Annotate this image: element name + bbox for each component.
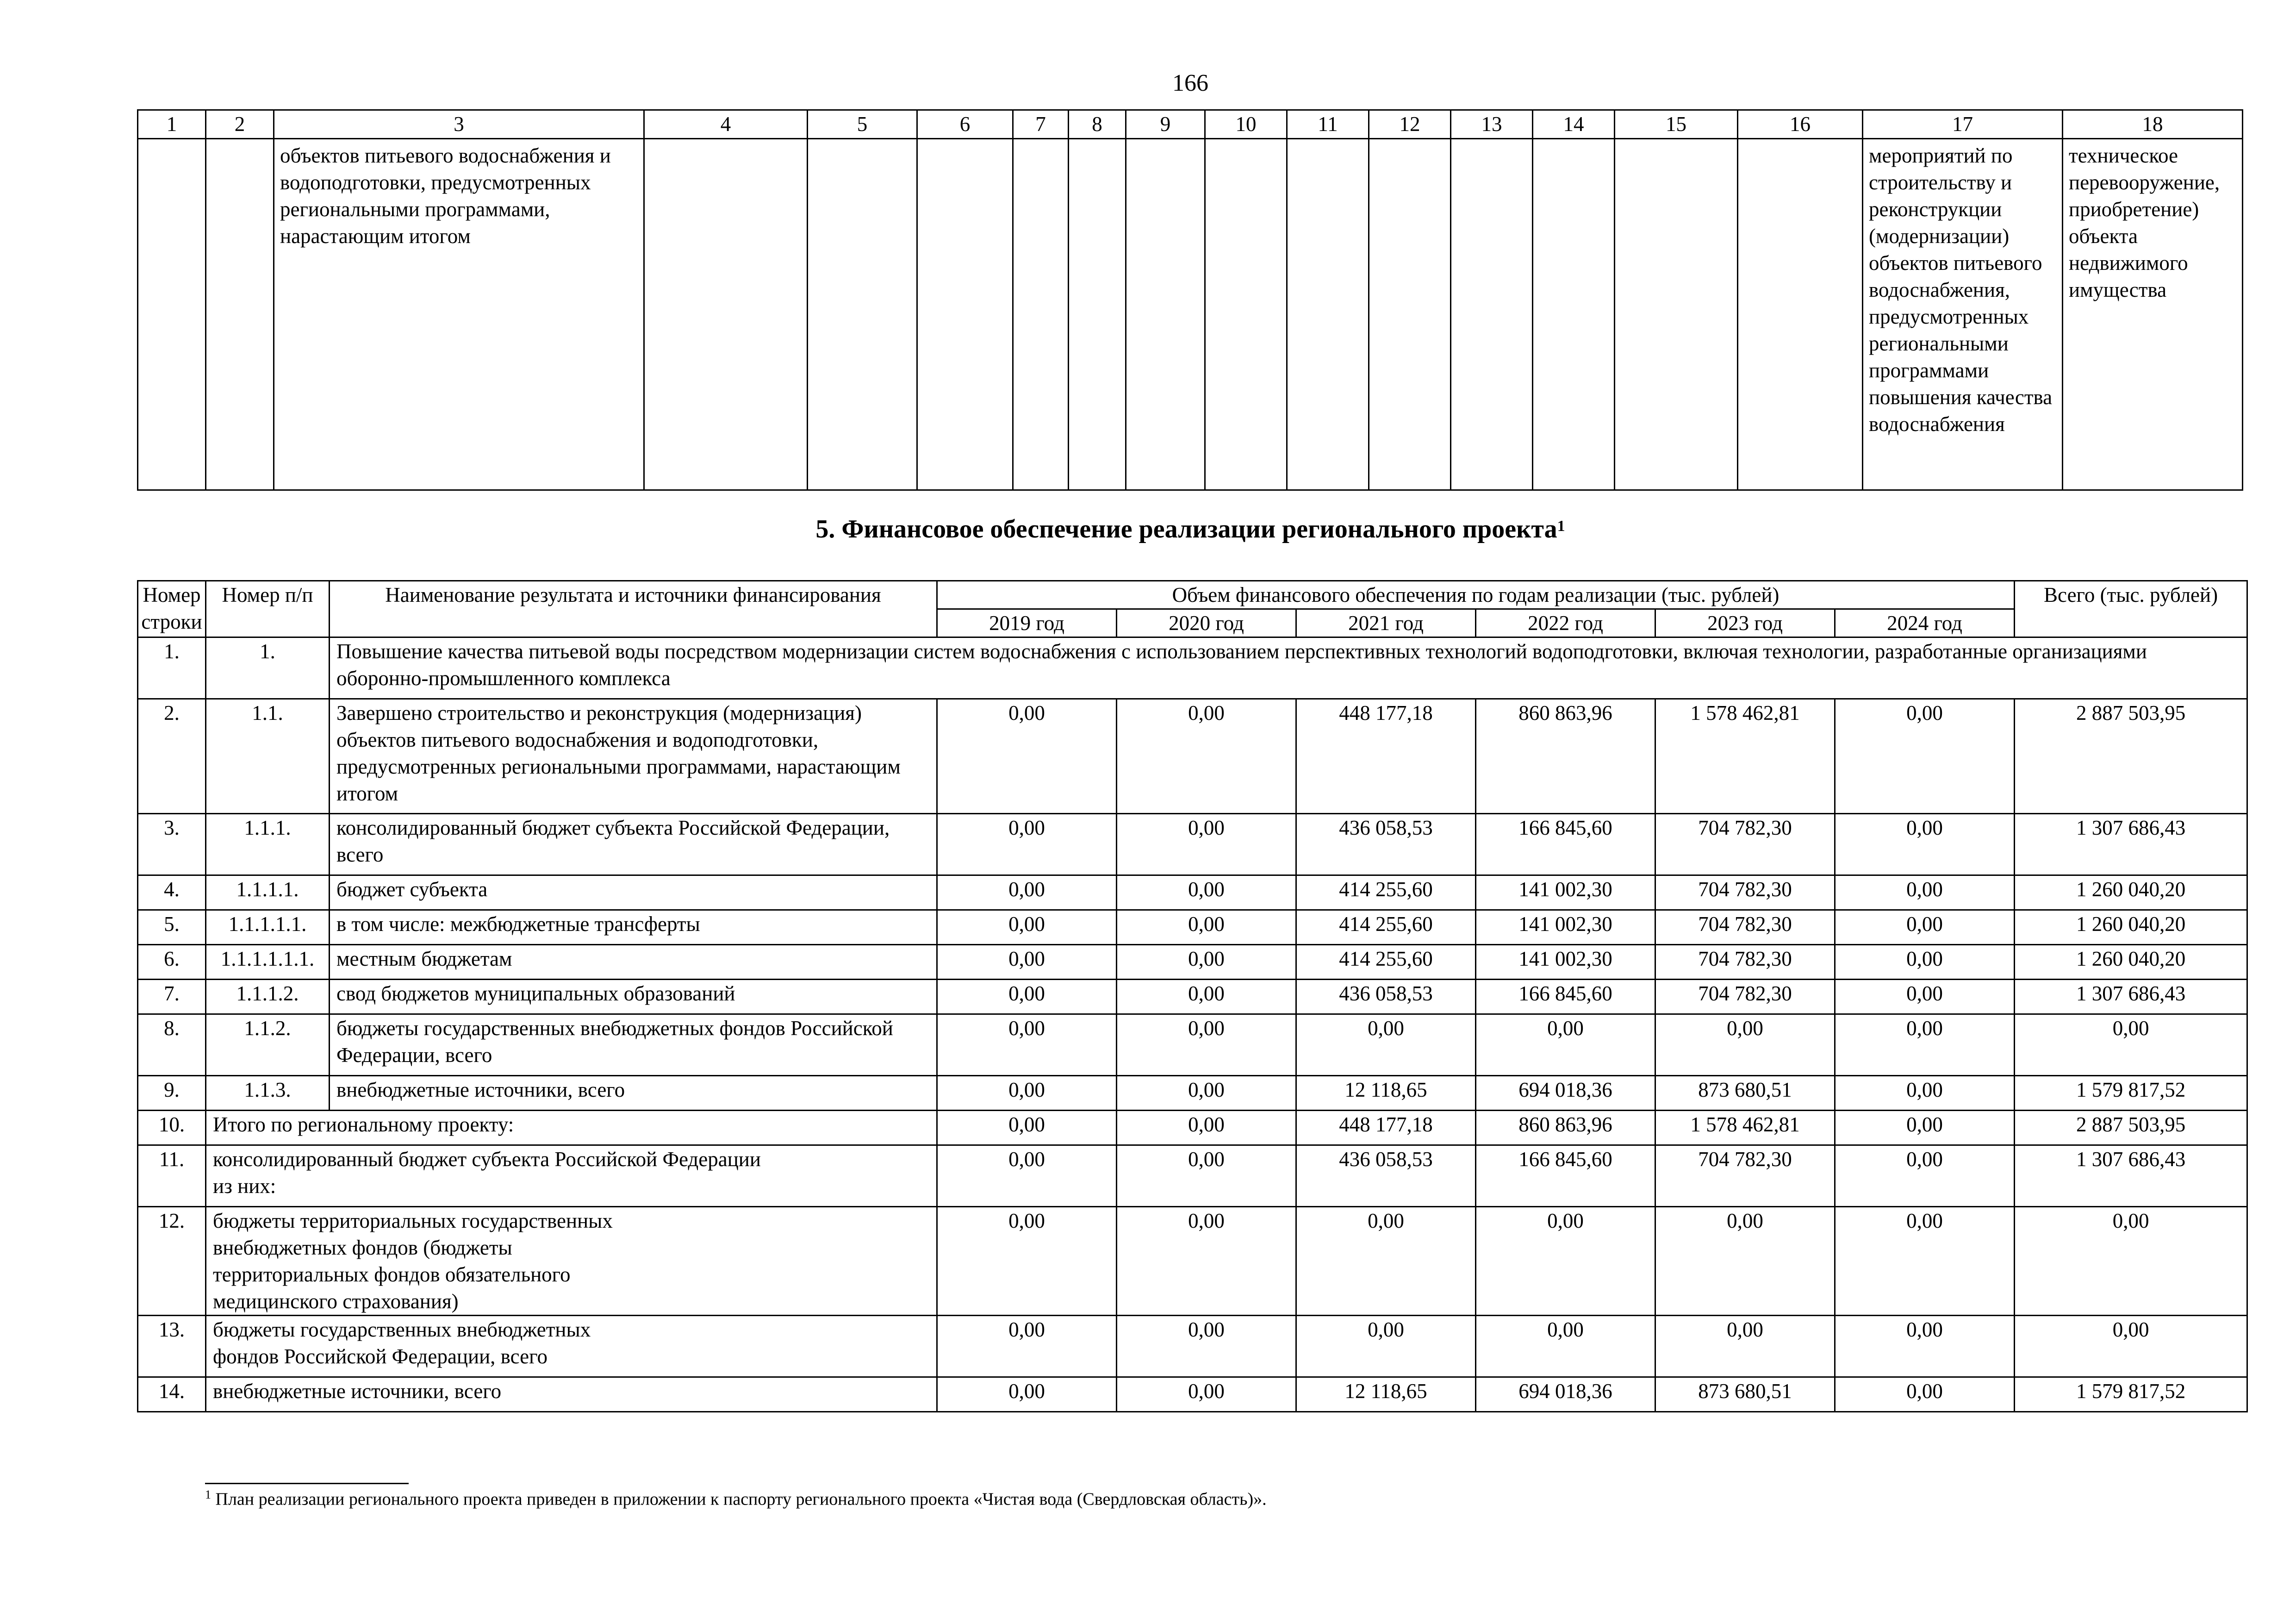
row-number: 9. (138, 1076, 206, 1111)
value-total: 1 579 817,52 (2015, 1377, 2247, 1412)
col-number: 6 (917, 110, 1013, 139)
value-total: 1 260 040,20 (2015, 910, 2247, 945)
value-2021: 0,00 (1296, 1207, 1476, 1316)
value-2020: 0,00 (1117, 1207, 1296, 1316)
value-2022: 0,00 (1476, 1014, 1655, 1076)
table-cell-col3: объектов питьевого водоснабжения и водоподготовки, предусмотренных региональными программами, нарастающим итогом (274, 139, 644, 490)
row-number: 5. (138, 910, 206, 945)
footnote-ref: 1 (1557, 518, 1565, 535)
col-number: 5 (808, 110, 917, 139)
table-row (138, 945, 2247, 980)
col-number: 18 (2063, 110, 2243, 139)
table-cell (644, 139, 808, 490)
value-2019: 0,00 (937, 1207, 1117, 1316)
value-2020: 0,00 (1117, 910, 1296, 945)
source-name: свод бюджетов муниципальных образований (330, 980, 937, 1014)
summary-name: Итого по региональному проекту: (206, 1111, 937, 1145)
value-2024: 0,00 (1835, 699, 2015, 814)
value-2022: 166 845,60 (1476, 814, 1655, 875)
header-year: 2023 год (1655, 609, 1835, 637)
source-name: в том числе: межбюджетные трансферты (330, 910, 937, 945)
item-number: 1.1.1. (206, 814, 330, 875)
row-number: 4. (138, 875, 206, 910)
col-number: 17 (1863, 110, 2063, 139)
table-row (138, 1014, 2247, 1076)
value-2024: 0,00 (1835, 1316, 2015, 1377)
row-number: 6. (138, 945, 206, 980)
summary-name-line2: из них: (213, 1174, 276, 1198)
header-year: 2020 год (1117, 609, 1296, 637)
header-name: Наименование результата и источники финансирования (330, 581, 937, 637)
value-2024: 0,00 (1835, 980, 2015, 1014)
value-2019: 0,00 (937, 1076, 1117, 1111)
table-cell (1069, 139, 1126, 490)
item-number: 1.1. (206, 699, 330, 814)
summary-name: внебюджетные источники, всего (206, 1377, 937, 1412)
table-cell (206, 139, 274, 490)
value-2024: 0,00 (1835, 814, 2015, 875)
value-total: 1 307 686,43 (2015, 1145, 2247, 1207)
value-2022: 141 002,30 (1476, 945, 1655, 980)
value-2022: 860 863,96 (1476, 1111, 1655, 1145)
value-2024: 0,00 (1835, 875, 2015, 910)
table-row (138, 1076, 2247, 1111)
value-2020: 0,00 (1117, 1316, 1296, 1377)
row-number: 3. (138, 814, 206, 875)
value-2019: 0,00 (937, 875, 1117, 910)
value-2023: 873 680,51 (1655, 1076, 1835, 1111)
source-name: местным бюджетам (330, 945, 937, 980)
value-2019: 0,00 (937, 1014, 1117, 1076)
value-2022: 0,00 (1476, 1207, 1655, 1316)
table-cell (138, 139, 206, 490)
col-number: 16 (1738, 110, 1863, 139)
value-2023: 0,00 (1655, 1014, 1835, 1076)
item-number: 1.1.1.1.1. (206, 910, 330, 945)
table-cell-col17: мероприятий по строительству и реконструкции (модернизации) объектов питьевого водоснабжения, предусмотренных региональными программами повышения качества водоснабжения (1863, 139, 2063, 490)
value-2020: 0,00 (1117, 1076, 1296, 1111)
value-2021: 12 118,65 (1296, 1377, 1476, 1412)
footnote-marker: 1 (205, 1488, 211, 1501)
value-2021: 436 058,53 (1296, 980, 1476, 1014)
value-total: 1 307 686,43 (2015, 814, 2247, 875)
value-2023: 704 782,30 (1655, 875, 1835, 910)
value-total: 1 579 817,52 (2015, 1076, 2247, 1111)
value-2021: 448 177,18 (1296, 699, 1476, 814)
value-2024: 0,00 (1835, 1145, 2015, 1207)
summary-name: бюджеты территориальных государственных внебюджетных фондов (бюджеты территориальных фондов обязательного медицинского страхования) (206, 1207, 937, 1316)
value-2020: 0,00 (1117, 1014, 1296, 1076)
value-2019: 0,00 (937, 1145, 1117, 1207)
column-number-row (138, 110, 2243, 139)
value-2021: 436 058,53 (1296, 1145, 1476, 1207)
value-2022: 141 002,30 (1476, 875, 1655, 910)
value-2023: 0,00 (1655, 1207, 1835, 1316)
value-2022: 694 018,36 (1476, 1377, 1655, 1412)
value-2024: 0,00 (1835, 1076, 2015, 1111)
table-cell (1451, 139, 1533, 490)
item-number: 1.1.3. (206, 1076, 330, 1111)
value-2023: 0,00 (1655, 1316, 1835, 1377)
row-number: 12. (138, 1207, 206, 1316)
item-number: 1.1.1.2. (206, 980, 330, 1014)
value-total: 0,00 (2015, 1014, 2247, 1076)
value-total: 2 887 503,95 (2015, 699, 2247, 814)
continuation-table (137, 109, 2243, 491)
table-row (138, 910, 2247, 945)
value-2020: 0,00 (1117, 699, 1296, 814)
value-total: 2 887 503,95 (2015, 1111, 2247, 1145)
value-2020: 0,00 (1117, 1145, 1296, 1207)
summary-row (138, 1207, 2247, 1316)
col-number: 3 (274, 110, 644, 139)
value-2022: 166 845,60 (1476, 1145, 1655, 1207)
value-2019: 0,00 (937, 699, 1117, 814)
value-2024: 0,00 (1835, 1207, 2015, 1316)
header-row (138, 581, 2247, 609)
value-2020: 0,00 (1117, 875, 1296, 910)
result-name: Повышение качества питьевой воды посредством модернизации систем водоснабжения с использованием перспективных технологий водоподготовки, включая технологии, разработанные организациями оборонно-промышленного комплекса (330, 637, 2247, 699)
row-number: 14. (138, 1377, 206, 1412)
col-number: 4 (644, 110, 808, 139)
table-cell-col18: техническое перевооружение, приобретение) объекта недвижимого имущества (2063, 139, 2243, 490)
table-cell (1369, 139, 1451, 490)
value-total: 1 307 686,43 (2015, 980, 2247, 1014)
row-number: 2. (138, 699, 206, 814)
item-number: 1.1.1.1. (206, 875, 330, 910)
table-cell (917, 139, 1013, 490)
summary-row (138, 1111, 2247, 1145)
row-number: 1. (138, 637, 206, 699)
table-cell (1205, 139, 1287, 490)
value-2019: 0,00 (937, 1377, 1117, 1412)
source-name: Завершено строительство и реконструкция (модернизация) объектов питьевого водоснабжения и водоподготовки, предусмотренных региональными программами, нарастающим итогом (330, 699, 937, 814)
page-number: 166 (1172, 70, 1208, 96)
footnote (205, 1484, 1267, 1511)
header-item-no: Номер п/п (206, 581, 330, 637)
value-2023: 704 782,30 (1655, 814, 1835, 875)
value-2024: 0,00 (1835, 945, 2015, 980)
value-2019: 0,00 (937, 1111, 1117, 1145)
table-cell (1013, 139, 1069, 490)
value-2021: 0,00 (1296, 1316, 1476, 1377)
section-title (0, 513, 2296, 545)
header-year: 2022 год (1476, 609, 1655, 637)
col-number: 13 (1451, 110, 1533, 139)
value-2024: 0,00 (1835, 910, 2015, 945)
table-cell (1738, 139, 1863, 490)
summary-name (206, 1145, 937, 1207)
section-title-text: 5. Финансовое обеспечение реализации регионального проекта (815, 515, 1557, 543)
value-2023: 1 578 462,81 (1655, 699, 1835, 814)
financing-table (137, 580, 2248, 1412)
table-row (138, 814, 2247, 875)
value-2019: 0,00 (937, 945, 1117, 980)
item-number: 1.1.2. (206, 1014, 330, 1076)
summary-row (138, 1316, 2247, 1377)
value-2021: 448 177,18 (1296, 1111, 1476, 1145)
value-2022: 166 845,60 (1476, 980, 1655, 1014)
value-2021: 414 255,60 (1296, 910, 1476, 945)
value-total: 1 260 040,20 (2015, 875, 2247, 910)
row-number: 13. (138, 1316, 206, 1377)
source-name: бюджет субъекта (330, 875, 937, 910)
row-number: 10. (138, 1111, 206, 1145)
value-2019: 0,00 (937, 980, 1117, 1014)
table-cell (1615, 139, 1738, 490)
source-name: консолидированный бюджет субъекта Российской Федерации, всего (330, 814, 937, 875)
value-2023: 704 782,30 (1655, 1145, 1835, 1207)
footnote-text: План реализации регионального проекта приведен в приложении к паспорту регионального проекта «Чистая вода (Свердловская область)». (211, 1489, 1267, 1509)
value-2022: 0,00 (1476, 1316, 1655, 1377)
table-row (138, 637, 2247, 699)
value-2023: 704 782,30 (1655, 980, 1835, 1014)
item-number: 1. (206, 637, 330, 699)
value-2022: 860 863,96 (1476, 699, 1655, 814)
value-2021: 436 058,53 (1296, 814, 1476, 875)
value-2020: 0,00 (1117, 980, 1296, 1014)
table-row (138, 699, 2247, 814)
value-2020: 0,00 (1117, 1377, 1296, 1412)
value-2022: 141 002,30 (1476, 910, 1655, 945)
value-2023: 1 578 462,81 (1655, 1111, 1835, 1145)
col-number: 1 (138, 110, 206, 139)
col-number: 2 (206, 110, 274, 139)
header-year: 2019 год (937, 609, 1117, 637)
value-2022: 694 018,36 (1476, 1076, 1655, 1111)
source-name: бюджеты государственных внебюджетных фондов Российской Федерации, всего (330, 1014, 937, 1076)
col-number: 12 (1369, 110, 1451, 139)
header-volume: Объем финансового обеспечения по годам реализации (тыс. рублей) (937, 581, 2015, 609)
col-number: 8 (1069, 110, 1126, 139)
source-name: внебюджетные источники, всего (330, 1076, 937, 1111)
header-row-no: Номер строки (138, 581, 206, 637)
summary-name-line1: консолидированный бюджет субъекта Российской Федерации (213, 1148, 761, 1171)
table-cell (1126, 139, 1205, 490)
col-number: 11 (1287, 110, 1369, 139)
row-number: 7. (138, 980, 206, 1014)
row-number: 8. (138, 1014, 206, 1076)
table-row (138, 980, 2247, 1014)
value-2019: 0,00 (937, 814, 1117, 875)
value-total: 0,00 (2015, 1207, 2247, 1316)
value-2024: 0,00 (1835, 1111, 2015, 1145)
table-cell (1287, 139, 1369, 490)
row-number: 11. (138, 1145, 206, 1207)
value-2019: 0,00 (937, 910, 1117, 945)
table-cell (1533, 139, 1615, 490)
value-2020: 0,00 (1117, 1111, 1296, 1145)
col-number: 14 (1533, 110, 1615, 139)
value-2020: 0,00 (1117, 945, 1296, 980)
value-2024: 0,00 (1835, 1377, 2015, 1412)
value-2021: 414 255,60 (1296, 945, 1476, 980)
header-year: 2021 год (1296, 609, 1476, 637)
col-number: 9 (1126, 110, 1205, 139)
value-2019: 0,00 (937, 1316, 1117, 1377)
value-2024: 0,00 (1835, 1014, 2015, 1076)
summary-row (138, 1145, 2247, 1207)
value-2020: 0,00 (1117, 814, 1296, 875)
value-2021: 0,00 (1296, 1014, 1476, 1076)
value-2021: 414 255,60 (1296, 875, 1476, 910)
summary-name: бюджеты государственных внебюджетных фондов Российской Федерации, всего (206, 1316, 937, 1377)
col-number: 10 (1205, 110, 1287, 139)
value-2021: 12 118,65 (1296, 1076, 1476, 1111)
table-row (138, 875, 2247, 910)
value-2023: 873 680,51 (1655, 1377, 1835, 1412)
table-row (138, 139, 2243, 490)
value-total: 1 260 040,20 (2015, 945, 2247, 980)
header-total: Всего (тыс. рублей) (2015, 581, 2247, 637)
value-total: 0,00 (2015, 1316, 2247, 1377)
summary-row (138, 1377, 2247, 1412)
col-number: 7 (1013, 110, 1069, 139)
col-number: 15 (1615, 110, 1738, 139)
value-2023: 704 782,30 (1655, 910, 1835, 945)
value-2023: 704 782,30 (1655, 945, 1835, 980)
table-cell (808, 139, 917, 490)
header-year: 2024 год (1835, 609, 2015, 637)
item-number: 1.1.1.1.1.1. (206, 945, 330, 980)
